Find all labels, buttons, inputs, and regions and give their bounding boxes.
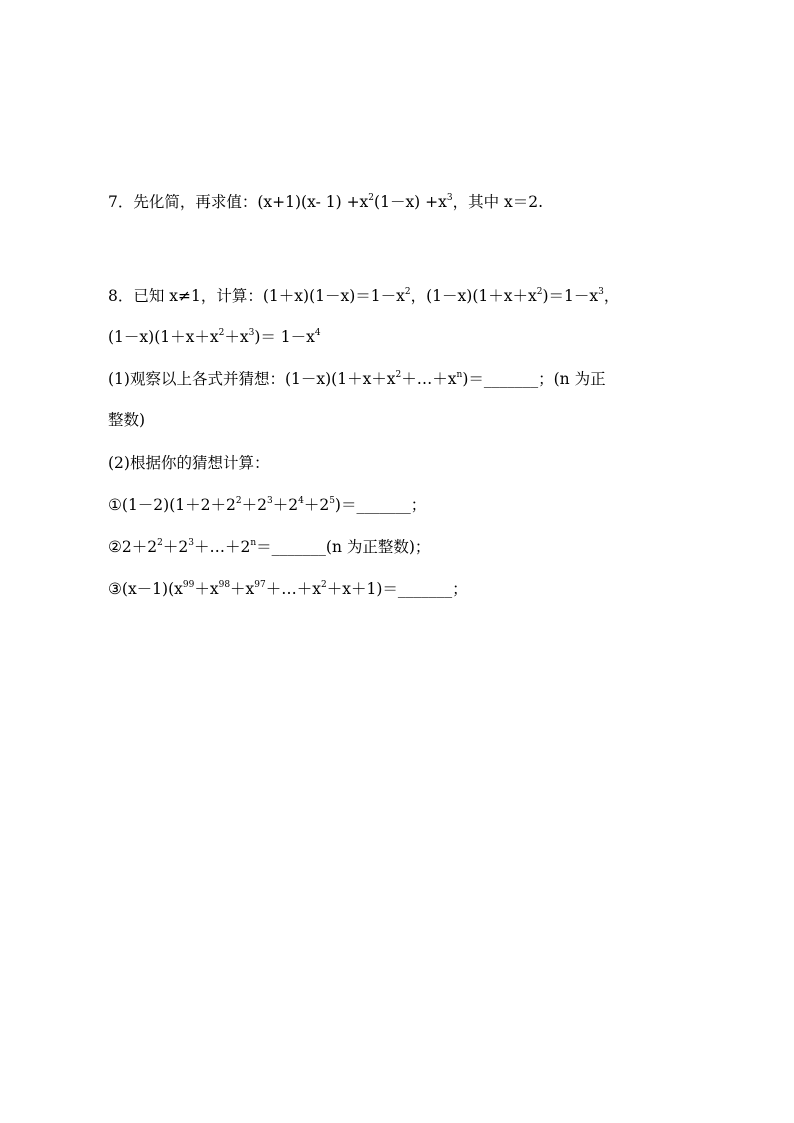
problem-8-part-2-item-3: $③(x-1)(x^{99}+x^{98}+x^{97}+\dots+x^2+x+1)=\_\_\_\_\_\_\_$； <box>108 579 468 598</box>
problem-8-part-1-line-1: (1)观察以上各式并猜想：$(1-x)(1+x+x^2+\dots+x^n)=\_\_\_\_\_\_\_$；(n 为正 <box>108 369 606 388</box>
problem-8-statement-line-2: $(1-x)(1+x+x^2+x^3)= 1-x^4$ <box>108 327 321 346</box>
problem-8-part-1-line-2: 整数) <box>108 411 146 429</box>
problem-8-statement-line-1: 8．已知 x≠1，计算：$(1+x)(1-x)=1-x^2$，$(1-x)(1+x+x^2)=1-x^3$， <box>108 286 620 305</box>
problem-8-part-2-item-1: $①(1-2)(1+2+2^2+2^3+2^4+2^5)=\_\_\_\_\_\_\_$； <box>108 495 427 514</box>
problem-8-part-2-heading: (2)根据你的猜想计算： <box>108 454 270 472</box>
problem-7-statement: 7．先化简，再求值：(x+1)(x- $1) +x^2(1-x) +x^3$，其中 x＝2. <box>108 192 544 211</box>
problem-8-part-2-item-2: $②2+2^2+2^3+\dots+2^n=\_\_\_\_\_\_\_(n$ 为正整数)； <box>108 537 431 556</box>
